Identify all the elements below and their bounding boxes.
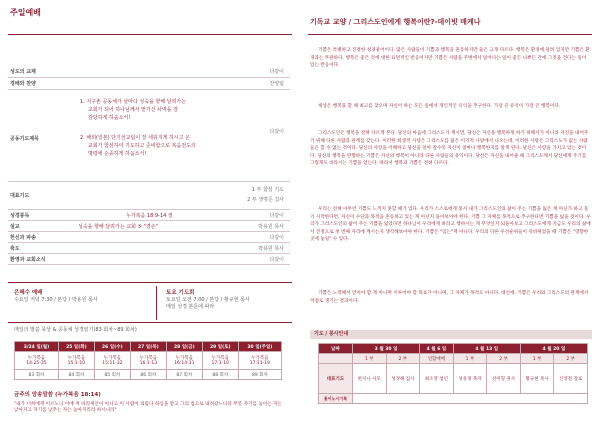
reading-refs-row: 누가복음 14:25-35 누가복음 15:1-10 누가복음 15:11-32 누가복음 16:1-13 누가복음 16:14-31 누가복음 17:1-10 누가복음 17:11-19	[15, 352, 282, 370]
saturday-title: 토요 기도회	[166, 290, 195, 296]
section-rule	[8, 322, 292, 323]
article-paragraph: 그리스도인은 행복을 전혀 다르게 본다. 당신의 마음에 그리스도가 계시면, 당신은 자신을 행복하게 하기 위해서가 아니라 자신을 내어주기 위해 다른 사람과 관계를 갖는다. 이러한 희생적 사랑은 그리스도를 닮은 이기적 사랑에서 나오는데, 이러한 사랑은 그리스도가 없는 사람들은 할 수 없는 것이다. 당신의 사랑을 이해하고 당신을 알아 갈수록 자신이 얼마나 행복한지를 알게 된다. 당신은 사랑을 가지고 있는 것이다. 당신의 행복을 반향하는 기쁨은 자신의 행복이 아니라 다른 사람들의 유익이다. 당신은 자신을 내어줄 때 그리스도께서 당신에게 주기를 그렇게도 바라시는 기쁨을 얻는다. 따라서 행복과 기쁨은 전혀 다르다.	[310, 131, 589, 167]
right-page	[300, 0, 600, 424]
order-row: 헌신과 파송 다같이	[8, 232, 290, 243]
service-row: 경배와 찬양 찬양팀	[8, 78, 290, 90]
order-row: 축도 박용원 목사	[8, 243, 290, 254]
wednesday-info: 수요일 저녁 7:30 / 본당 / 박용원 목사	[14, 297, 98, 303]
article-paragraph: 기쁨은 노력해서 얻어야 할 게 아니며 이루어야 할 목표가 아니며, 그 자체가 목적도 아니다. 대신에, 기쁨은 우리와 그리스도의 관계에서 저절로 생기는 결과이다.	[310, 291, 589, 304]
reading-title: 매일의 말씀 묵상 & 공동체 성경읽기(83 회차~89 회차)	[14, 327, 137, 333]
service-row: 성도의 교제 다같이	[8, 66, 290, 78]
article-rule	[308, 34, 592, 35]
reading-checks-row: 83 회차 84 회차 85 회차 86 회차 87 회차 88 회차 89 회차	[15, 370, 282, 380]
order-row: 환영과 교회소식 다같이	[8, 254, 290, 265]
article-paragraph: 세상은 행복을 할 때 최고를 찾으며 자신이 하는 모든 일에서 개인적인 유익을 추구한다. 가장 큰 유익이 가장 큰 행복이다.	[318, 104, 561, 109]
order-row: 성경봉독 누가복음 18:9-14 절 다같이	[8, 210, 290, 221]
prayer-name: 다같이	[269, 129, 284, 135]
prayer-item-1: 1. 지구촌 공동체가 날마다 성숙을 향해 달려가는 교회가 되어 하나님께서 맡기신 사역을 잘 감당하게 하옵소서!	[80, 99, 187, 121]
memory-verse: "내가 너희에게 이르노니 이에 저 바리새인이 아니고 이 사람이 의롭다 하심을 받고 그의 집으로 내려갔느니라 무릇 자기를 높이는 자는 낮아지고 자기를 낮추는 자는 높아지리라 하시니라"	[14, 402, 283, 413]
article-paragraph: 기쁨은 특별하고 진정한 성경용어이다. 많은 사람들이 기쁨과 행복을 혼동하지만 둘은 크게 다르다. 행복은 환경에 달려 있지만 기쁨은 환경과는 무관하다. 행복은 좋은 것에 대한 표면적인 반응이지만 기쁨은 사람을 주변에서 일어나는 일이 좋든 나쁘든 간에 그것을 견디는 깊이 있는 반응이다.	[310, 48, 590, 69]
wednesday-title: 은혜수 예배	[14, 290, 43, 296]
rep-prayer-row: 대표기도 1 부 함심 기도 2 부 생명준 집사	[8, 182, 290, 210]
article-paragraph: 우리는 전혀 아무런 기쁨도 느끼지 못할 때가 있다. 우리가 스스로에게 묻서 내가 그리스도인의 삶이 주는 기쁨을 잃은 게 아닌가 하고 묻기 시작한다면, 자신이 수단과 목적을 혼동하고 있는 게 아닌지 돌아보아야 한다. 기쁨 그 자체를 목적으로 추구한다면 기쁨을 잃을 것이다. 우리가 그리스도인의 삶이 주는 기쁨을 잃었다면 하나님이 우리에게 바라고 행하시는 게 무엇인지 되돌아보고 그리스도에게 지금도 우리의 삶에서 진정으로 첫 번째 자리에 계시는지 생각해보아야 한다. 기쁨은 "덤는"게 아니다. 우리의 다른 우선순위들이 뒤바뀌었을 때 기쁨은 "영향한 곳에 놓일" 수 있다.	[310, 207, 591, 243]
article-title: 기독교 교양 / 그리스도인에게 행복이란?-데이빗 매케나	[310, 18, 481, 26]
order-row: 설교 성숙을 향해 달려가는 교회 ⑤ "겸손" 박용원 목사	[8, 221, 290, 232]
section-rule	[8, 282, 292, 283]
announce-divider	[156, 286, 157, 320]
title-rule	[8, 34, 292, 35]
worship-title: 주일예배	[10, 8, 41, 17]
saturday-info: 토요일 오전 7:00 / 본당 / 황규현 목사 매일 성경 본문에 따라	[166, 297, 250, 310]
memory-title: 금주의 암송말씀 (누가복음 18:14)	[14, 392, 101, 398]
prayer-item-2: 2. 해외(일본) 단기선교팀이 잘 세워지게 하시고 온 교회가 함심하여 기도하고 준비함으로 복음전도의 명령에 순종하게 하옵소서!	[80, 135, 196, 157]
prayer-label: 공동기도제목	[10, 136, 39, 142]
reading-table	[14, 341, 282, 380]
duty-title: 기도 / 봉사안내	[310, 330, 592, 339]
duty-table: 날짜 3 월 30 일 4 월 6 일 4 월 13 일 4 월 20 일 1 부 2 부 연합예배 1 부 2 부 1 부 2 부 대표기도 한지나 사모 성경헤 집사 최소영 청년 성유정 목자 선미형 권사 황규현 목사 신영철 장로 꽃이노시기록	[318, 343, 588, 404]
reading-dates-row: 3/24 일(월) 25 일(화) 26 일(수) 27 일(목) 28 일(금) 29 일(토) 30 일(주일)	[15, 342, 282, 352]
